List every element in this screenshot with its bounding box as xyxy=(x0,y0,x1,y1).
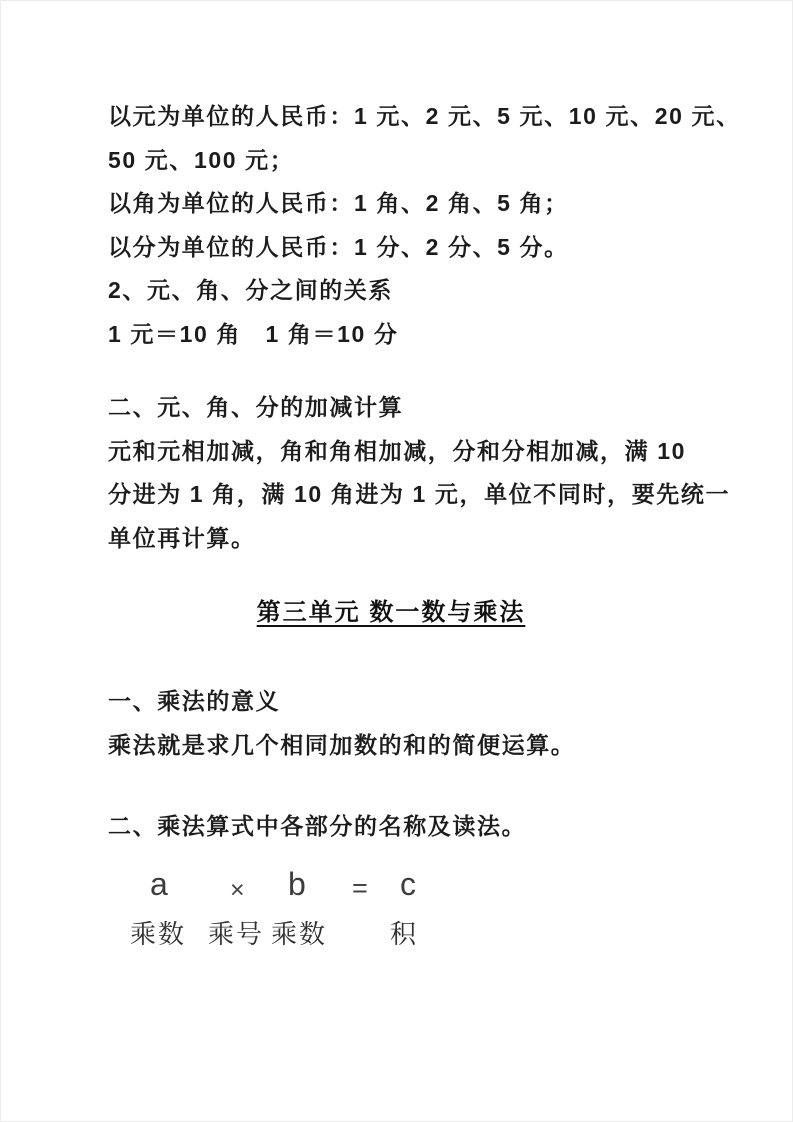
multiplication-formula-figure xyxy=(108,857,674,967)
label-operator: 乘号 xyxy=(208,918,265,949)
section-heading-names: 二、乘法算式中各部分的名称及读法。 xyxy=(108,813,527,839)
section-heading-meaning: 一、乘法的意义 xyxy=(108,688,281,714)
paragraph-line-conversion: 1 元＝10 角 1 角＝10 分 xyxy=(108,320,399,347)
paragraph-line-addsub-2: 分进为 1 角，满 10 角进为 1 元，单位不同时，要先统一 xyxy=(108,481,731,507)
paragraph-line-addsub-1: 元和元相加减，角和角相加减，分和分相加减，满 10 xyxy=(108,437,686,464)
formula-term-c: c xyxy=(400,865,416,902)
label-multiplicand-1: 乘数 xyxy=(130,918,187,949)
formula-term-a: a xyxy=(150,865,168,902)
label-product: 积 xyxy=(390,918,419,949)
paragraph-line-rmb-yuan: 以元为单位的人民币：1 元、2 元、5 元、10 元、20 元、 xyxy=(108,103,741,129)
paragraph-line-rmb-fen: 以分为单位的人民币：1 分、2 分、5 分。 xyxy=(108,233,569,260)
paragraph-line-addsub-3: 单位再计算。 xyxy=(108,524,256,551)
chapter-heading-text: 第三单元 数一数与乘法 xyxy=(256,599,526,626)
subsection-heading-relations: 2、元、角、分之间的关系 xyxy=(108,277,393,303)
paragraph-line-rmb-jiao: 以角为单位的人民币：1 角、2 角、5 角； xyxy=(108,190,569,216)
paragraph-line-rmb-yuan-cont: 50 元、100 元； xyxy=(108,146,295,173)
document-content xyxy=(108,95,741,967)
label-multiplicand-2: 乘数 xyxy=(271,918,328,949)
chapter-heading-unit3 xyxy=(108,593,674,633)
paragraph-line-meaning: 乘法就是求几个相同加数的和的简便运算。 xyxy=(108,731,576,758)
formula-term-b: b xyxy=(288,865,306,902)
section-heading-addsub: 二、元、角、分的加减计算 xyxy=(108,394,404,420)
equals-sign: = xyxy=(352,872,368,903)
multiplication-sign: × xyxy=(230,875,245,904)
